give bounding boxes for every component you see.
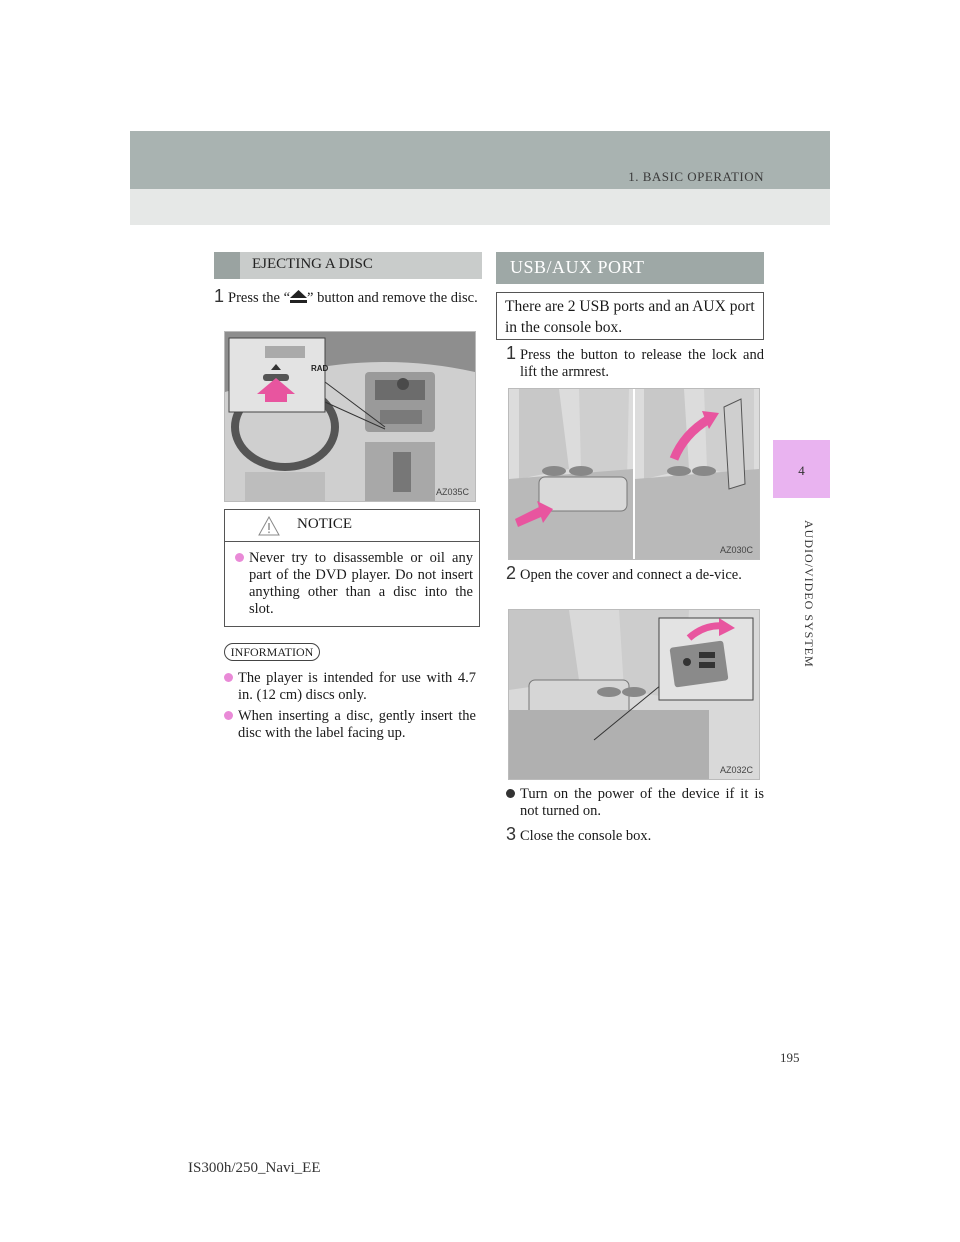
warning-icon [258, 516, 280, 536]
usb-step-2 [506, 563, 764, 584]
photo-code: AZ035C [435, 487, 469, 497]
information-label: INFORMATION [224, 643, 320, 661]
step-text: Press the button to release the lock and lift the armrest. [520, 347, 764, 380]
usb-step-3 [506, 824, 764, 845]
eject-icon [290, 290, 307, 303]
step-number: 3 [506, 824, 517, 844]
bullet-dot [235, 553, 244, 562]
step-number: 1 [506, 343, 517, 363]
eject-heading [214, 252, 482, 279]
chapter-number: 4 [798, 463, 805, 478]
section-title: 1. BASIC OPERATION [628, 169, 764, 184]
usb-port-illustration [509, 610, 759, 779]
notice-item: Never try to disassemble or oil any part of the DVD player. Do not insert anything other than a disc into the slot. [235, 550, 473, 618]
usb-heading-text: USB/AUX PORT [510, 257, 645, 277]
photo-code: AZ030C [719, 545, 753, 555]
eject-step-1 [214, 286, 479, 307]
dashboard-illustration [225, 332, 475, 501]
step-text: Open the cover and connect a de-vice. [520, 567, 742, 583]
dashboard-photo [224, 331, 476, 502]
eject-heading-text: EJECTING A DISC [252, 256, 373, 272]
step-text: Press the “ ” button and remove the disc. [228, 290, 478, 306]
header-subband [130, 189, 830, 225]
armrest-illustration [509, 389, 759, 559]
step-number: 1 [214, 286, 225, 306]
rad-label: RAD [311, 364, 329, 373]
usb-step-1 [506, 343, 764, 381]
info-item-1: The player is intended for use with 4.7 in. (12 cm) discs only. [224, 670, 476, 704]
usb-port-photo [508, 609, 760, 780]
notice-title: NOTICE [297, 516, 352, 532]
heading-bar [214, 252, 240, 279]
usb-intro: There are 2 USB ports and an AUX port in the console box. [496, 292, 764, 340]
bullet-dot [224, 673, 233, 682]
armrest-photo [508, 388, 760, 560]
page-number: 195 [780, 1050, 800, 1065]
usb-bullet: Turn on the power of the device if it is not turned on. [506, 786, 764, 820]
step-text: Close the console box. [520, 828, 652, 844]
notice-box [224, 509, 480, 627]
bullet-dot [506, 789, 515, 798]
step-number: 2 [506, 563, 517, 583]
info-item-2: When inserting a disc, gently insert the disc with the label facing up. [224, 708, 476, 742]
bullet-dot [224, 711, 233, 720]
document-footer: IS300h/250_Navi_EE [188, 1160, 321, 1176]
notice-header [225, 510, 479, 542]
photo-code: AZ032C [719, 765, 753, 775]
chapter-label: AUDIO/VIDEO SYSTEM [802, 520, 816, 668]
usb-heading [496, 252, 764, 284]
header-band [130, 131, 830, 189]
